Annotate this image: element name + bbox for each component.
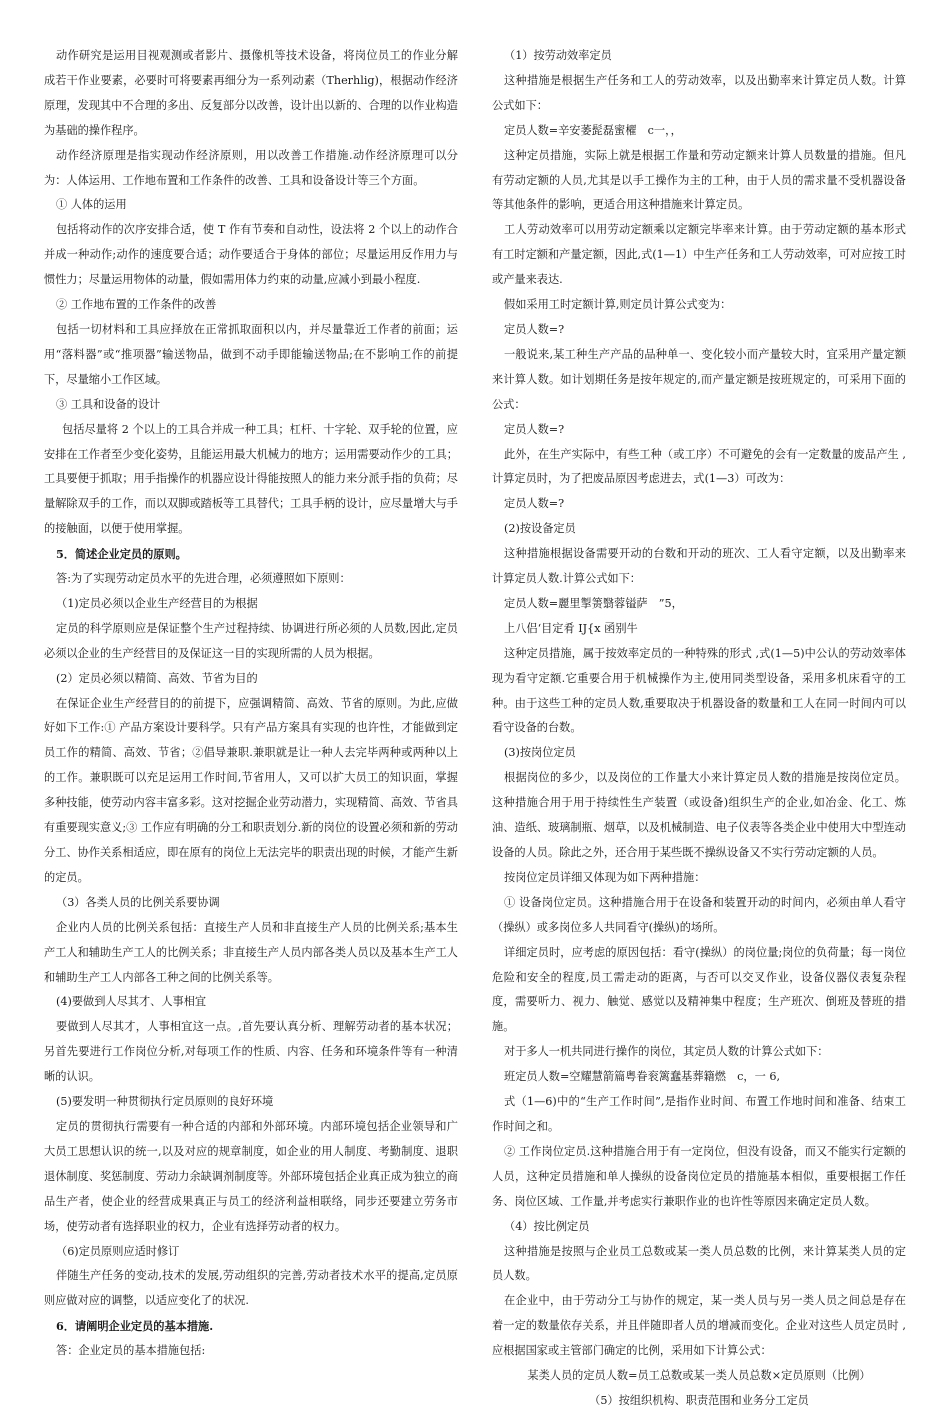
paragraph: 详细定员时，应考虑的原因包括：看守(操纵）的岗位量;岗位的负荷量；每一岗位危险和安全的程度,员工需走动的距离，与否可以交叉作业，设备仪器仪表复杂程度，需要听力、视力、触觉、感觉以及精神集中程度；生产班次、倒班及替班的措施。 [492,945,906,1034]
paragraph: （1)定员必须以企业生产经营目的为根据 [56,596,258,610]
paragraph: 这种定员措施，实际上就是根据工作量和劳动定额来计算人员数量的措施。但凡有劳动定额的人员,尤其是以手工操作为主的工种，由于人员的需求量不受机器设备等其他条件的影响，更适合用这种措施来计算定员。 [492,148,906,212]
paragraph: 一般说来,某工种生产产品的品种单一、变化较小而产量较大时，宜采用产量定额来计算人数。如计划期任务是按年规定的,而产量定额是按班规定的，可采用下面的公式： [492,347,906,411]
paragraph: （3）各类人员的比例关系要协调 [56,895,220,909]
paragraph: （4）按比例定员 [504,1219,590,1233]
paragraph: 6．请阐明企业定员的基本措施. [56,1319,214,1334]
paragraph: 班定员人数=空耀慧箭篇粤眷衮篱蠢基葬籍燃 c，一 6, [504,1070,780,1084]
paragraph: ② 工作岗位定员.这种措施合用于有一定岗位，但没有设备，而又不能实行定额的人员，这种定员措施和单人操纵的设备岗位定员的措施基本相似，重要根据工作任务、岗位区域、工作量,并考虑实行兼职作业的也许性等原因来确定定员人数。 [492,1144,906,1208]
paragraph: ① 设备岗位定员。这种措施合用于在设备和装置开动的时间内，必须由单人看守（操纵）或多岗位多人共同看守(操纵)的场所。 [492,895,906,934]
paragraph: 答：企业定员的基本措施包括: [56,1344,206,1358]
paragraph: 对于多人一机共同进行操作的岗位，其定员人数的计算公式如下： [504,1045,829,1059]
paragraph: 这种措施根据设备需要开动的台数和开动的班次、工人看守定额，以及出勤率来计算定员人数.计算公式如下： [492,547,906,586]
paragraph: (2）定员必须以精简、高效、节省为目的 [56,671,258,685]
paragraph: (3)按岗位定员 [504,746,576,760]
paragraph: 要做到人尽其才，人事相宜这一点。,首先要认真分析、理解劳动者的基本状况；另首先要进行工作岗位分析,对每项工作的性质、内容、任务和环境条件等有一种清晰的认识。 [44,1020,458,1084]
paragraph: 包括将动作的次序安排合适，使 T 作有节奏和自动性，设法将 2 个以上的动作合并成一种动作;动作的速度要合适；动作要适合于身体的部位；尽量运用反作用力与惯性力；尽量运用物体的动量，假如需用体力约束的动量,应减小到最小程度. [44,223,458,287]
paragraph: ③ 工具和设备的设计 [56,397,161,411]
paragraph: 定员人数=麗里掣箦翳蓉镒萨 ”5， [504,596,683,610]
paragraph: （6)定员原则应适时修订 [56,1244,180,1258]
paragraph: ② 工作地布置的工作条件的改善 [56,298,217,312]
paragraph: 假如采用工时定额计算,则定员计算公式变为： [504,298,732,312]
paragraph: 包括一切材料和工具应择放在正常抓取面积以内，并尽量靠近工作者的前面；运用“落料器”或“推项器”输送物品，做到不动手即能输送物品;在不影响工作的前提下，尽量缩小工作区域。 [44,322,458,386]
paragraph: 定员人数=? [504,422,565,436]
paragraph: （5）按组织机构、职责范围和业务分工定员 [589,1393,809,1407]
paragraph: 这种定员措施，属于按效率定员的一种特殊的形式 ,式(1—5)中公认的劳动效率体现为看守定额.它重要合用于机械操作为主,使用同类型设备，采用多机床看守的工种。由于这些工种的定员人数,重要取决于机器设备的数量和工人在同一时间内可以看守设备的台数。 [492,646,906,735]
paragraph: 包括尽量将 2 个以上的工具合并成一种工具；杠杆、十字轮、双手轮的位置，应安排在工作者至少变化姿势，且能运用最大机械力的地方；运用需要动作少的工具；工具要便于抓取；用手指操作的机器应设计得能按照人的能力来分派手指的负荷；尽量解除双手的工作，而以双脚或踏板等工具替代；工具手柄的设计，应尽量增大与手的接触面，以便于使用掌握。 [44,422,458,536]
paragraph: 在企业中，由于劳动分工与协作的规定，某一类人员与另一类人员之间总是存在着一定的数量依存关系，并且伴随即者人员的增减而变化。企业对这些人员定员时 ,应根据国家或主管部门确定的比例，采用如下计算公式： [492,1294,906,1358]
paragraph: 工人劳动效率可以用劳动定额乘以定额完毕率来计算。由于劳动定额的基本形式有工时定额和产量定额，因此,式(1—1）中生产任务和工人劳动效率，可对应按工时或产量来表达. [492,223,906,287]
paragraph: 式（1—6)中的“生产工作时间”,是指作业时间、布置工作地时间和准备、结束工作时间之和。 [492,1095,906,1133]
paragraph: (2)按设备定员 [504,522,576,536]
paragraph: ① 人体的运用 [56,198,127,212]
paragraph: 在保证企业生产经营目的的前提下，应强调精简、高效、节省的原则。为此,应做好如下工作:① 产品方案设计要科学。只有产品方案具有实现的也许性，才能做到定员工作的精简、高效、节省；②倡导兼职.兼职就是让一种人去完毕两种或两种以上的工作。兼职既可以充足运用工作时间,节省用人，又可以扩大员工的知识面，掌握多种技能，使劳动内容丰富多彩。这对挖掘企业劳动潜力，实现精简、高效、节省具有重要现实意义;③ 工作应有明确的分工和职责划分.新的岗位的设置必须和新的劳动分工、协作关系相适应，即在原有的岗位上无法完毕的职责出现的时候，才能产生新的定员。 [44,696,458,884]
paragraph: 企业内人员的比例关系包括：直接生产人员和非直接生产人员的比例关系;基本生产工人和辅助生产工人的比例关系；非直接生产人员内部各类人员以及基本生产工人和辅助生产工人内部各工种之间的比例关系等。 [44,920,458,984]
paragraph: 定员的科学原则应是保证整个生产过程持续、协调进行所必须的人员数,因此,定员必须以企业的生产经营目的及保证这一目的实现所需的人员为根据。 [44,621,458,660]
paragraph: 动作研究是运用目视观测或者影片、摄像机等技术设备，将岗位员工的作业分解成若干作业要素，必要时可将要素再细分为一系列动素（Therhlig)，根据动作经济原理，发现其中不合理的多出、反复部分以改善，设计出以新的、合理的以作业构造为基础的操作程序。 [44,49,458,137]
paragraph: 根据岗位的多少，以及岗位的工作量大小来计算定员人数的措施是按岗位定员。这种措施合用于用于持续性生产装置（或设备)组织生产的企业,如冶金、化工、炼油、造纸、玻璃制瓶、烟草，以及机械制造、电子仪表等各类企业中使用大中型连动设备的人员。除此之外，还合用于某些既不操纵设备又不实行劳动定额的人员。 [492,771,906,859]
paragraph: 这种措施是按照与企业员工总数或某一类人员总数的比例，来计算某类人员的定员人数。 [492,1244,906,1283]
paragraph: 定员人数=? [504,322,565,336]
paragraph: 定员人数=辛安萎髭磊蜜櫂 c一，， [504,123,682,137]
paragraph: 5．简述企业定员的原则。 [56,547,187,562]
paragraph: 动作经济原理是指实现动作经济原则，用以改善工作措施.动作经济原理可以分为：人体运用、工作地布置和工作条件的改善、工具和设备设计等三个方面。 [44,148,458,187]
paragraph: 这种措施是根据生产任务和工人的劳动效率，以及出勤率来计算定员人数。计算公式如下： [492,73,906,112]
paragraph: (4)要做到人尽其才、人事相宜 [56,995,207,1009]
right-column [492,44,906,1414]
paragraph: 答:为了实现劳动定员水平的先进合理，必须遵照如下原则： [56,572,351,586]
paragraph: 按岗位定员详细又体现为如下两种措施： [504,870,706,884]
paragraph: 伴随生产任务的变动,技术的发展,劳动组织的完善,劳动者技术水平的提高,定员原则应做对应的调整，以适应变化了的状况. [44,1269,458,1308]
paragraph: 某类人员的定员人数=员工总数或某一类人员总数×定员原则（比例） [527,1369,871,1383]
paragraph: 上八侣‘目定肴 IJ{x 函别牛 [504,621,638,635]
paragraph: 定员人数=? [504,497,565,511]
left-column [44,44,458,1364]
paragraph: 定员的贯彻执行需要有一种合适的内部和外部环境。内部环境包括企业领导和广大员工思想认识的统一,以及对应的规章制度，如企业的用人制度、考勤制度、退职退休制度、奖惩制度、劳动力余缺调剂制度等。外部环境包括企业真正成为独立的商品生产者，使企业的经营成果真正与员工的经济利益相联络，同步还要建立劳务市场，使劳动者有选择职业的权力，企业有选择劳动者的权力。 [44,1119,458,1233]
paragraph: 此外，在生产实际中，有些工种（或工序）不可避免的会有一定数量的废品产生 ,计算定员时，为了把废品原因考虑进去，式(1—3）可改为： [492,447,906,486]
paragraph: (5)要发明一种贯彻执行定员原则的良好环境 [56,1095,274,1109]
paragraph: （1）按劳动效率定员 [504,49,612,62]
